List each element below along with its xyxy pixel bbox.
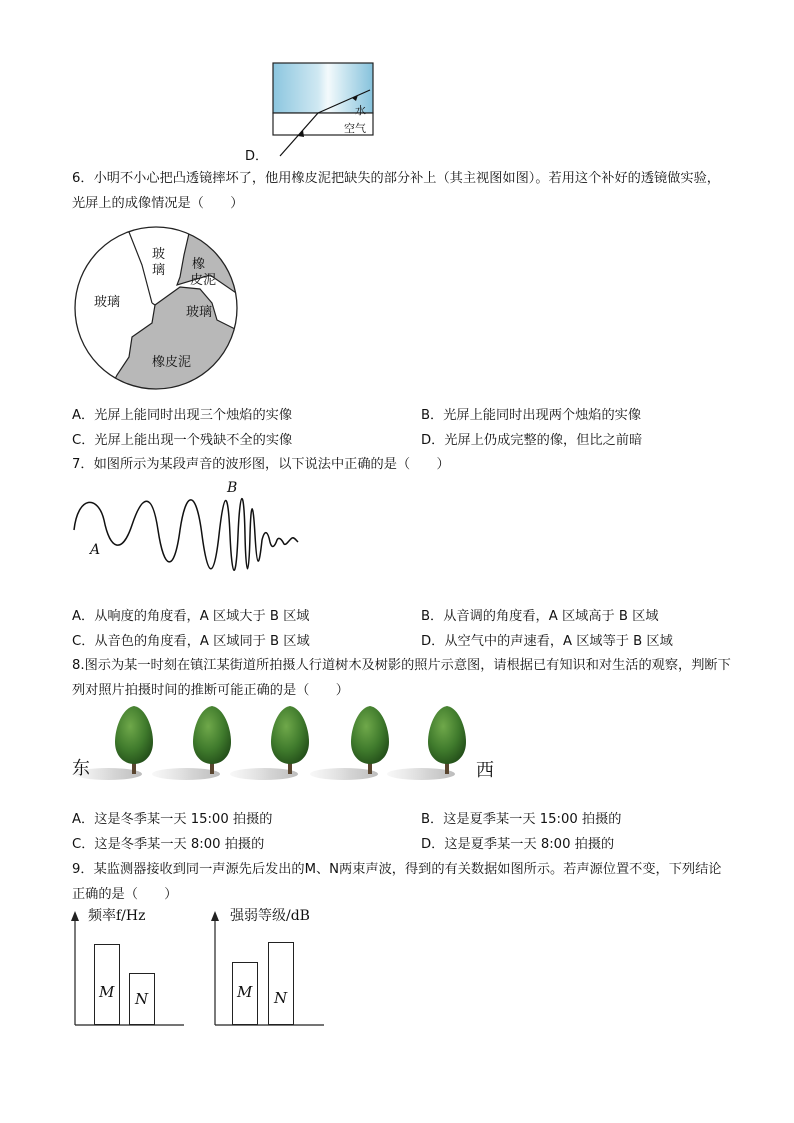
question-number: 9． <box>72 862 94 877</box>
q7-option-a[interactable]: A．从响度的角度看，A 区域大于 B 区域 <box>72 609 310 624</box>
label-glass-top-2: 璃 <box>152 263 166 278</box>
q8-option-c[interactable]: C．这是冬季某一天 8:00 拍摄的 <box>72 837 265 852</box>
question-number: 8. <box>72 658 85 673</box>
q8-option-d[interactable]: D．这是夏季某一天 8:00 拍摄的 <box>421 837 615 852</box>
tree-crown <box>271 706 309 764</box>
bar-label-m: M <box>99 983 115 1001</box>
question-text: 小明不小心把凸透镜摔坏了，他用橡皮泥把缺失的部分补上（其主视图如图）。若用这个补好的透镜做实验，光屏上的成像情况是（ ） <box>72 171 720 211</box>
tree-shadow <box>152 768 220 780</box>
chart-title: 频率f/Hz <box>88 908 146 924</box>
bar-label-n: N <box>135 990 149 1008</box>
bar-label-m: M <box>237 983 253 1001</box>
tree-shadow <box>387 768 455 780</box>
chart-title: 强弱等级/dB <box>230 908 310 924</box>
question-text: 某监测器接收到同一声源先后发出的M、N两束声波，得到的有关数据如图所示。若声源位置不变，下列结论正确的是（ ） <box>72 862 722 902</box>
label-west: 西 <box>476 760 494 781</box>
option-d-label: D． <box>245 149 269 164</box>
bar-label-n: N <box>274 989 288 1007</box>
waveform-figure <box>72 480 307 595</box>
bar-n <box>268 942 294 1025</box>
tree-3 <box>230 706 309 780</box>
label-clay-right-1: 橡 <box>192 257 206 272</box>
question-8 <box>72 653 732 703</box>
tree-crown <box>351 706 389 764</box>
chart-frequency <box>66 905 196 1030</box>
label-east: 东 <box>72 758 90 779</box>
question-text: 如图所示为某段声音的波形图，以下说法中正确的是（ ） <box>93 457 450 472</box>
label-air: 空气 <box>344 122 366 135</box>
chart-loudness <box>206 905 336 1030</box>
tree-crown <box>428 706 466 764</box>
sound-waveform <box>72 480 307 595</box>
question-number: 6． <box>72 171 94 186</box>
q7-option-b[interactable]: B．从音调的角度看，A 区域高于 B 区域 <box>421 609 659 624</box>
q6-option-d[interactable]: D．光屏上仍成完整的像，但比之前暗 <box>421 433 643 448</box>
y-axis-arrow <box>71 911 79 921</box>
label-clay-bottom: 橡皮泥 <box>152 355 192 370</box>
q6-option-a[interactable]: A．光屏上能同时出现三个烛焰的实像 <box>72 408 293 423</box>
label-clay-right-2: 皮泥 <box>190 273 217 288</box>
tree-crown <box>115 706 153 764</box>
q5-figure-d <box>240 60 390 164</box>
tree-5 <box>387 706 466 780</box>
question-7 <box>72 452 732 477</box>
q8-option-a[interactable]: A．这是冬季某一天 15:00 拍摄的 <box>72 812 273 827</box>
tree-2 <box>152 706 231 780</box>
tree-shadow <box>230 768 298 780</box>
label-glass-top-1: 玻 <box>152 247 166 262</box>
lens-figure <box>72 225 242 395</box>
tree-crown <box>193 706 231 764</box>
label-region-a: A <box>90 542 101 558</box>
tree-shadow <box>310 768 378 780</box>
label-glass-right: 玻璃 <box>186 305 213 320</box>
q6-option-c[interactable]: C．光屏上能出现一个残缺不全的实像 <box>72 433 293 448</box>
q8-option-b[interactable]: B．这是夏季某一天 15:00 拍摄的 <box>421 812 622 827</box>
q6-option-b[interactable]: B．光屏上能同时出现两个烛焰的实像 <box>421 408 642 423</box>
tree-4 <box>310 706 389 780</box>
question-9 <box>72 857 732 907</box>
q7-option-d[interactable]: D．从空气中的声速看，A 区域等于 B 区域 <box>421 634 673 649</box>
trees-figure <box>72 702 512 797</box>
label-glass-left: 玻璃 <box>94 295 121 310</box>
wave-path <box>74 499 298 571</box>
question-text: 图示为某一时刻在镇江某街道所拍摄人行道树木及树影的照片示意图，请根据已有知识和对生活的观察，判断下列对照片拍摄时间的推断可能正确的是（ ） <box>72 658 731 698</box>
question-6 <box>72 166 732 216</box>
label-water: 水 <box>355 104 366 117</box>
label-region-b: B <box>227 480 238 496</box>
question-number: 7． <box>72 457 94 472</box>
trees-and-shadows <box>72 702 512 797</box>
q7-option-c[interactable]: C．从音色的角度看，A 区域同于 B 区域 <box>72 634 310 649</box>
y-axis-arrow <box>211 911 219 921</box>
